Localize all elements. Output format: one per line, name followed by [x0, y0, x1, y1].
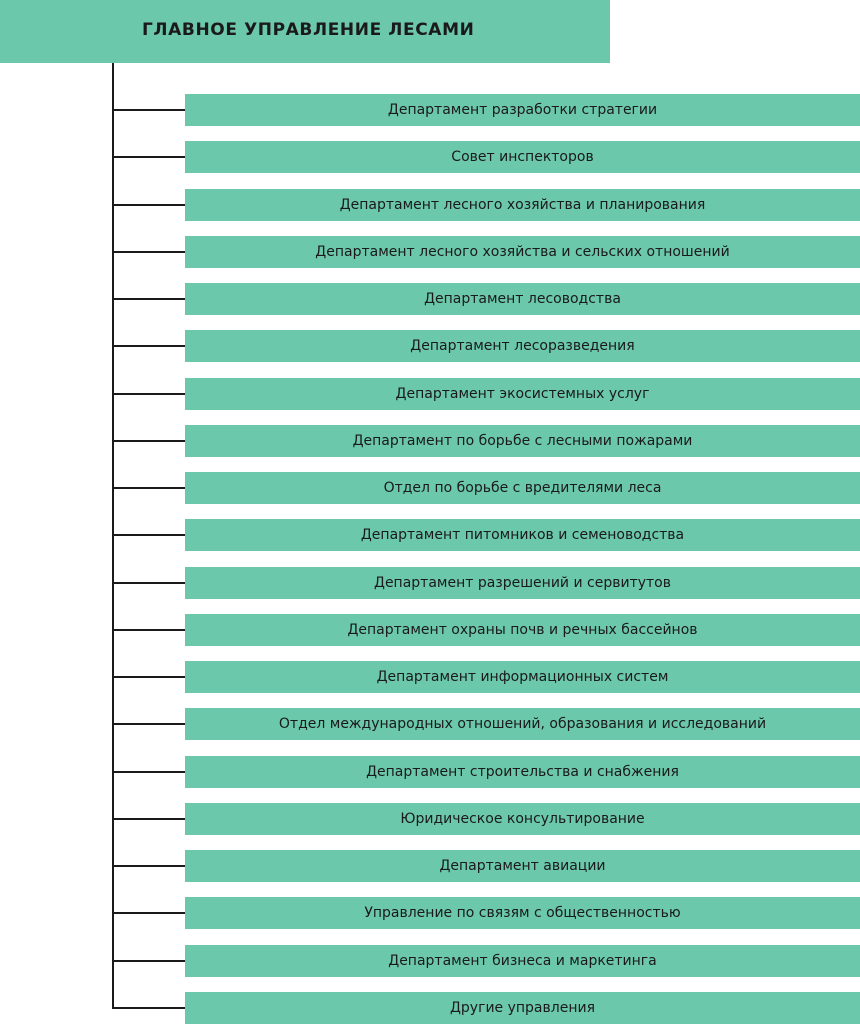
branch-connector-line	[112, 723, 185, 725]
department-label: Совет инспекторов	[451, 149, 594, 165]
department-label: Департамент разрешений и сервитутов	[374, 575, 671, 591]
department-label: Управление по связям с общественностью	[364, 905, 681, 921]
department-box	[185, 945, 860, 977]
department-item	[0, 661, 860, 693]
department-box	[185, 519, 860, 551]
branch-connector-line	[112, 771, 185, 773]
department-label: Департамент экосистемных услуг	[395, 386, 650, 402]
department-item	[0, 756, 860, 788]
branch-connector-line	[112, 251, 185, 253]
department-label: Отдел по борьбе с вредителями леса	[383, 480, 662, 496]
department-item	[0, 708, 860, 740]
branch-connector-line	[112, 960, 185, 962]
department-label: Департамент строительства и снабжения	[366, 764, 679, 780]
department-label: Департамент разработки стратегии	[387, 102, 658, 118]
department-box	[185, 330, 860, 362]
department-label: Департамент лесного хозяйства и планирования	[339, 197, 706, 213]
department-item	[0, 614, 860, 646]
branch-connector-line	[112, 865, 185, 867]
department-item	[0, 378, 860, 410]
branch-connector-line	[112, 440, 185, 442]
branch-connector-line	[112, 676, 185, 678]
department-box	[185, 236, 860, 268]
department-box	[185, 992, 860, 1024]
department-box	[185, 94, 860, 126]
department-item	[0, 897, 860, 929]
branch-connector-line	[112, 818, 185, 820]
department-box	[185, 708, 860, 740]
branch-connector-line	[112, 487, 185, 489]
department-label: Департамент информационных систем	[376, 669, 669, 685]
department-item	[0, 567, 860, 599]
department-label: Другие управления	[449, 1000, 596, 1016]
branch-connector-line	[112, 912, 185, 914]
department-item	[0, 141, 860, 173]
branch-connector-line	[112, 629, 185, 631]
department-box	[185, 803, 860, 835]
department-label: Департамент авиации	[439, 858, 606, 874]
department-item	[0, 945, 860, 977]
department-item	[0, 803, 860, 835]
org-root-title: ГЛАВНОЕ УПРАВЛЕНИЕ ЛЕСАМИ	[142, 20, 475, 40]
department-label: Департамент питомников и семеноводства	[360, 527, 685, 543]
department-item	[0, 94, 860, 126]
department-item	[0, 330, 860, 362]
department-box	[185, 567, 860, 599]
department-item	[0, 850, 860, 882]
branch-connector-line	[112, 534, 185, 536]
department-label: Департамент лесоводства	[424, 291, 621, 307]
department-label: Отдел международных отношений, образования и исследований	[278, 716, 767, 732]
department-label: Юридическое консультирование	[400, 811, 645, 827]
department-label: Департамент охраны почв и речных бассейнов	[347, 622, 698, 638]
department-item	[0, 472, 860, 504]
department-box	[185, 472, 860, 504]
department-item	[0, 519, 860, 551]
branch-connector-line	[112, 204, 185, 206]
department-box	[185, 141, 860, 173]
department-box	[185, 378, 860, 410]
branch-connector-line	[112, 1007, 185, 1009]
department-label: Департамент по борьбе с лесными пожарами	[352, 433, 693, 449]
branch-connector-line	[112, 582, 185, 584]
branch-connector-line	[112, 298, 185, 300]
department-box	[185, 661, 860, 693]
department-box	[185, 850, 860, 882]
branch-connector-line	[112, 109, 185, 111]
department-label: Департамент лесного хозяйства и сельских отношений	[315, 244, 730, 260]
department-box	[185, 756, 860, 788]
branch-connector-line	[112, 156, 185, 158]
department-item	[0, 189, 860, 221]
department-box	[185, 897, 860, 929]
branch-connector-line	[112, 345, 185, 347]
department-box	[185, 614, 860, 646]
department-box	[185, 425, 860, 457]
department-label: Департамент лесоразведения	[410, 338, 635, 354]
department-item	[0, 992, 860, 1024]
department-label: Департамент бизнеса и маркетинга	[388, 953, 657, 969]
department-box	[185, 283, 860, 315]
branch-connector-line	[112, 393, 185, 395]
department-item	[0, 425, 860, 457]
department-item	[0, 236, 860, 268]
department-item	[0, 283, 860, 315]
department-box	[185, 189, 860, 221]
